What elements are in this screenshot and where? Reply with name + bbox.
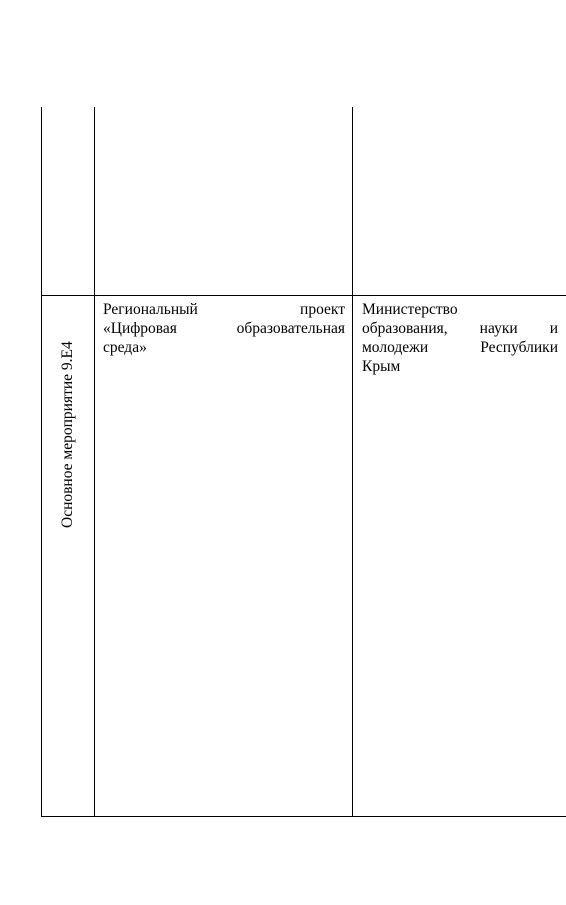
measure-label-text: Основное мероприятие 9.Е4 (59, 341, 76, 528)
table-border-left-lower (41, 295, 42, 816)
executor-line-1: Министерство (362, 301, 458, 318)
table-divider-col2-upper (352, 107, 353, 295)
measure-label-rotated (58, 341, 77, 528)
executor-line-3: молодежи Республики (362, 339, 558, 356)
executor-line-2: образования, науки и (362, 320, 558, 337)
project-line-3: среда» (103, 339, 147, 356)
table-border-left-upper (41, 107, 42, 295)
project-line-2: «Цифровая образовательная (103, 320, 345, 337)
executor-cell (362, 300, 558, 376)
executor-line-4: Крым (362, 358, 401, 375)
table-row-separator (41, 295, 566, 296)
table-divider-col1-upper (94, 107, 95, 295)
table-divider-col2-lower (352, 295, 353, 816)
project-cell (103, 300, 345, 357)
table-border-bottom (41, 816, 566, 817)
project-line-1: Региональный проект (103, 301, 345, 318)
table-divider-col1-lower (94, 295, 95, 816)
